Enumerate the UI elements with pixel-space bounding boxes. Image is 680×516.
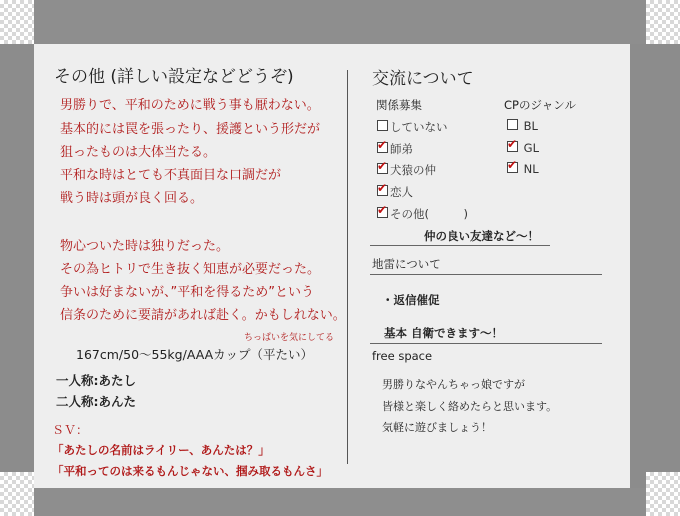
corner-top-right xyxy=(646,0,680,44)
corner-bottom-right xyxy=(646,472,680,516)
cp-option-gl[interactable]: ✔ GL xyxy=(507,141,539,155)
small-note: ちっぱいを気にしてる xyxy=(244,333,335,343)
sample-voice-line: 「平和ってのは来るもんじゃない、掴み取るもんさ」 xyxy=(52,464,328,478)
description-line: 戦う時は頭が良く回る。 xyxy=(60,191,204,206)
relation-option-lovers[interactable]: ✔恋人 xyxy=(377,184,413,200)
body-stats: 167cm/50〜55kg/AAAカップ（平たい） xyxy=(76,347,314,362)
right-title: 交流について xyxy=(372,69,474,89)
sample-voice-line: 「あたしの名前はライリー、あんたは？」 xyxy=(52,443,270,457)
top-frame-band xyxy=(0,0,680,44)
corner-top-left xyxy=(0,0,34,44)
cp-option-nl[interactable]: ✔ NL xyxy=(507,162,539,176)
section-rule xyxy=(370,245,550,246)
free-space-line: 男勝りなやんちゃっ娘ですが xyxy=(382,378,525,391)
relation-option-rivals[interactable]: ✔犬猿の仲 xyxy=(377,162,436,178)
relation-option-other[interactable]: ✔その他( ) xyxy=(377,206,468,222)
sample-voice-label: ＳＶ： xyxy=(52,423,89,437)
backstory-line: 争いは好まないが、”平和を得るため”という xyxy=(60,285,314,300)
checkbox-checked-icon xyxy=(377,185,388,196)
free-space-line: 気軽に遊びましょう！ xyxy=(382,421,492,434)
section-rule xyxy=(370,343,602,344)
checkbox-checked-icon xyxy=(507,162,518,173)
column-divider xyxy=(347,70,348,464)
bottom-frame-band xyxy=(0,488,680,516)
description-line: 男勝りで、平和のために戦う事も厭わない。 xyxy=(60,98,320,113)
basic-text: 基本 自衛できます〜！ xyxy=(384,326,504,340)
landmine-item: ・返信催促 xyxy=(382,293,440,307)
cp-option-bl[interactable]: BL xyxy=(507,119,538,133)
description-line: 狙ったものは大体当たる。 xyxy=(60,145,217,160)
checkbox-icon xyxy=(377,120,388,131)
description-line: 平和な時はとても不真面目な口調だが xyxy=(60,168,282,183)
corner-bottom-left xyxy=(0,472,34,516)
backstory-line: 物心ついた時は独りだった。 xyxy=(60,239,230,254)
description-line: 基本的には罠を張ったり、援護という形だが xyxy=(60,122,321,137)
first-person-pronoun: 一人称:あたし xyxy=(56,373,136,388)
checkbox-checked-icon xyxy=(377,142,388,153)
free-space-label: free space xyxy=(372,349,433,363)
relation-option-none[interactable]: していない xyxy=(377,119,448,135)
landmine-label: 地雷について xyxy=(372,257,441,271)
section-rule xyxy=(370,274,602,275)
relation-option-mentor[interactable]: ✔師弟 xyxy=(377,141,413,157)
cp-genre-header: CPのジャンル xyxy=(504,98,576,112)
left-title: その他 (詳しい設定などどうぞ) xyxy=(54,67,294,87)
checkbox-icon xyxy=(507,119,518,130)
second-person-pronoun: 二人称:あんた xyxy=(56,394,136,409)
friends-text: 仲の良い友達など〜！ xyxy=(424,229,539,243)
relation-header: 関係募集 xyxy=(376,98,422,112)
free-space-line: 皆様と楽しく絡めたらと思います。 xyxy=(382,400,558,413)
backstory-line: その為ヒトリで生き抜く知恵が必要だった。 xyxy=(60,262,321,277)
backstory-line: 信条のために要請があれば赴く。かもしれない。 xyxy=(60,308,346,323)
checkbox-checked-icon xyxy=(377,163,388,174)
checkbox-checked-icon xyxy=(507,141,518,152)
checkbox-checked-icon xyxy=(377,207,388,218)
